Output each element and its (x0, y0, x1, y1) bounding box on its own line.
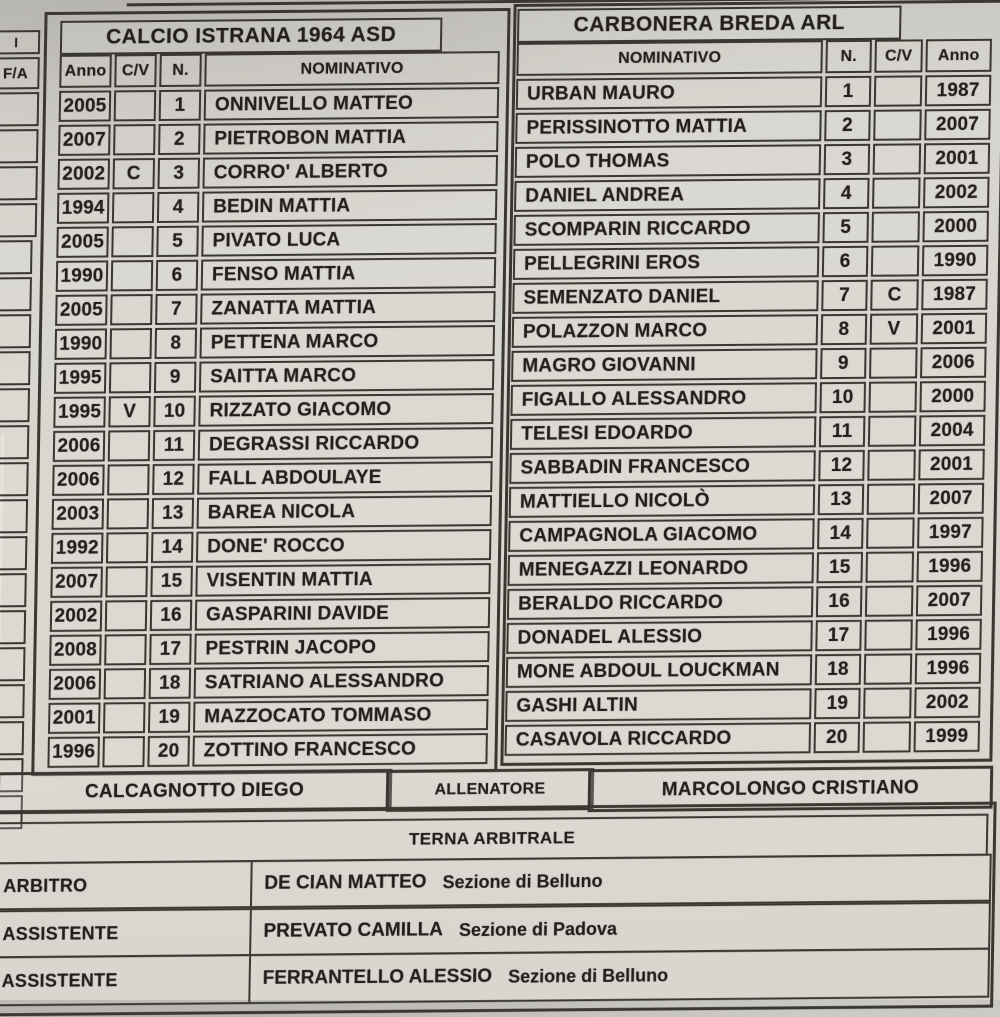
player-cv-cell (107, 464, 150, 495)
player-cv-cell (869, 347, 918, 378)
cutoff-empty-cell (0, 684, 25, 718)
player-cv-cell (868, 415, 917, 446)
player-name-cell: GASPARINI DAVIDE (195, 597, 491, 631)
player-n-cell: 13 (152, 498, 195, 529)
cutoff-empty-cell (0, 610, 26, 644)
player-anno-cell: 2002 (57, 158, 110, 189)
player-anno-cell: 2007 (916, 585, 983, 617)
player-cv-cell (113, 124, 156, 155)
player-n-cell: 7 (821, 280, 868, 311)
referee-sezione: Sezione di Belluno (507, 964, 669, 987)
player-n-cell: 18 (815, 654, 862, 685)
player-cv-cell: C (870, 279, 919, 310)
player-n-cell: 2 (158, 124, 201, 155)
player-name-cell: DANIEL ANDREA (514, 178, 821, 212)
player-name-cell: BEDIN MATTIA (202, 189, 498, 223)
player-anno-cell: 2005 (56, 226, 109, 257)
player-name-cell: POLAZZON MARCO (512, 314, 819, 348)
player-cv-cell (106, 532, 149, 563)
player-n-cell: 13 (818, 484, 865, 515)
left-cutoff-column-lower (0, 240, 33, 829)
player-anno-cell: 2006 (920, 347, 987, 379)
player-n-cell: 17 (815, 620, 862, 651)
player-n-cell: 17 (149, 634, 192, 665)
player-n-cell: 14 (817, 518, 864, 549)
player-anno-cell: 2007 (50, 566, 103, 597)
player-name-cell: PESTRIN JACOPO (194, 631, 490, 665)
player-n-cell: 11 (819, 416, 866, 447)
player-cv-cell (107, 498, 150, 529)
player-n-cell: 14 (151, 532, 194, 563)
player-n-cell: 15 (816, 552, 863, 583)
player-cv-cell: C (112, 158, 155, 189)
player-anno-cell: 1996 (47, 736, 100, 767)
player-cv-cell (110, 294, 153, 325)
player-anno-cell: 2002 (923, 177, 990, 209)
player-n-cell: 12 (152, 464, 195, 495)
player-cv-cell (863, 687, 912, 718)
player-name-cell: RIZZATO GIACOMO (198, 393, 494, 427)
player-n-cell: 20 (147, 736, 190, 767)
cutoff-text-fragment: l (0, 30, 40, 54)
player-name-cell: PERISSINOTTO MATTIA (515, 110, 822, 144)
player-anno-cell: 1990 (922, 245, 989, 277)
player-anno-cell: 2000 (922, 211, 989, 243)
player-cv-cell: V (108, 396, 151, 427)
column-header-cv: C/V (874, 39, 923, 72)
player-name-cell: SAITTA MARCO (199, 359, 495, 393)
referee-role-label: ASSISTENTE (2, 922, 119, 944)
referee-name-cell (249, 904, 989, 954)
cutoff-empty-cell (0, 499, 28, 533)
player-cv-cell (864, 619, 913, 650)
player-anno-cell: 2005 (59, 90, 112, 121)
player-anno-cell: 2004 (919, 415, 986, 447)
cutoff-empty-cell (0, 462, 29, 496)
player-name-cell: FENSO MATTIA (201, 257, 497, 291)
player-name-cell: FIGALLO ALESSANDRO (510, 382, 817, 416)
column-header-anno: Anno (59, 54, 112, 87)
player-anno-cell: 2006 (52, 464, 105, 495)
player-anno-cell: 1992 (51, 532, 104, 563)
player-n-cell: 6 (822, 246, 869, 277)
player-cv-cell (868, 381, 917, 412)
player-cv-cell (104, 634, 147, 665)
player-n-cell: 6 (156, 260, 199, 291)
player-anno-cell: 1999 (914, 721, 981, 753)
cutoff-empty-cell (0, 129, 39, 163)
player-n-cell: 19 (148, 702, 191, 733)
player-anno-cell: 1996 (916, 551, 983, 583)
player-n-cell: 1 (825, 76, 872, 107)
team-a-roster-table (47, 51, 499, 768)
player-n-cell: 19 (814, 688, 861, 719)
referee-role-label: ASSISTENTE (1, 969, 118, 991)
player-cv-cell (871, 211, 920, 242)
column-header-number: N. (825, 40, 872, 73)
cutoff-empty-cell (0, 92, 39, 126)
cutoff-empty-cell (0, 388, 30, 422)
column-header-number: N. (159, 54, 202, 87)
player-cv-cell (111, 260, 154, 291)
referee-name-cell (248, 950, 988, 1002)
player-cv-cell (873, 109, 922, 140)
player-cv-cell: V (870, 313, 919, 344)
player-anno-cell: 1990 (55, 328, 108, 359)
player-n-cell: 3 (157, 158, 200, 189)
player-name-cell: MENEGAZZI LEONARDO (507, 552, 814, 586)
player-anno-cell: 2002 (914, 687, 981, 719)
player-name-cell: DEGRASSI RICCARDO (198, 427, 494, 461)
cutoff-empty-cell (0, 166, 38, 200)
cutoff-empty-cell (0, 425, 29, 459)
player-name-cell: SEMENZATO DANIEL (512, 280, 819, 314)
player-cv-cell (874, 75, 923, 106)
player-name-cell: URBAN MAURO (516, 76, 823, 110)
player-n-cell: 10 (153, 396, 196, 427)
player-n-cell: 16 (150, 600, 193, 631)
player-cv-cell (109, 362, 152, 393)
referee-name: FERRANTELLO ALESSIO (262, 965, 493, 989)
player-cv-cell (108, 430, 151, 461)
player-name-cell: GASHI ALTIN (505, 688, 812, 722)
referee-row-assistente-2 (0, 948, 990, 1007)
referee-sezione: Sezione di Belluno (442, 870, 603, 892)
player-name-cell: TELESI EDOARDO (510, 416, 817, 450)
player-name-cell: PETTENA MARCO (200, 325, 496, 359)
player-anno-cell: 1994 (57, 192, 110, 223)
referee-name-cell (250, 856, 990, 906)
cutoff-empty-cell (0, 647, 26, 681)
player-cv-cell (102, 736, 145, 767)
player-cv-cell (867, 449, 916, 480)
player-anno-cell: 2003 (52, 498, 105, 529)
player-n-cell: 15 (150, 566, 193, 597)
player-cv-cell (866, 517, 915, 548)
cutoff-empty-cell (0, 351, 31, 385)
cutoff-empty-cell (0, 277, 32, 311)
player-name-cell: CASAVOLA RICCARDO (505, 722, 812, 756)
player-name-cell: DONADEL ALESSIO (506, 620, 813, 654)
cutoff-empty-cell (0, 240, 33, 274)
player-anno-cell: 2007 (924, 109, 991, 141)
referee-row-arbitro (0, 854, 992, 911)
player-n-cell: 18 (149, 668, 192, 699)
player-cv-cell (111, 226, 154, 257)
player-cv-cell (114, 90, 157, 121)
player-anno-cell: 2006 (53, 430, 106, 461)
player-n-cell: 5 (156, 226, 199, 257)
player-name-cell: PIVATO LUCA (201, 223, 497, 257)
player-n-cell: 11 (153, 430, 196, 461)
player-n-cell: 4 (157, 192, 200, 223)
player-name-cell: MATTIELLO NICOLÒ (509, 484, 816, 518)
player-name-cell: CAMPAGNOLA GIACOMO (508, 518, 815, 552)
player-name-cell: BERALDO RICCARDO (507, 586, 814, 620)
referee-name: DE CIAN MATTEO (264, 871, 427, 894)
player-cv-cell (863, 721, 912, 752)
player-anno-cell: 2007 (918, 483, 985, 515)
team-b-roster-table (505, 39, 992, 756)
player-cv-cell (867, 483, 916, 514)
player-n-cell: 7 (155, 294, 198, 325)
player-name-cell: POLO THOMAS (515, 144, 822, 178)
player-anno-cell: 2002 (50, 600, 103, 631)
referee-name: PREVATO CAMILLA (263, 919, 444, 942)
player-cv-cell (871, 245, 920, 276)
player-anno-cell: 1995 (53, 396, 106, 427)
player-cv-cell (112, 192, 155, 223)
player-anno-cell: 2007 (58, 124, 111, 155)
player-cv-cell (872, 177, 921, 208)
column-header-nominativo: NOMINATIVO (204, 51, 500, 87)
player-n-cell: 3 (824, 144, 871, 175)
player-name-cell: MAGRO GIOVANNI (511, 348, 818, 382)
referee-sezione: Sezione di Padova (458, 918, 618, 940)
player-n-cell: 10 (819, 382, 866, 413)
cutoff-empty-cell (0, 536, 27, 570)
left-cutoff-column-upper (0, 30, 40, 237)
cutoff-empty-cell (0, 314, 31, 348)
player-name-cell: PELLEGRINI EROS (513, 246, 820, 280)
referee-section-title: TERNA ARBITRALE (0, 814, 988, 865)
player-n-cell: 4 (823, 178, 870, 209)
player-name-cell: ZANATTA MATTIA (200, 291, 496, 325)
referee-role-label: ARBITRO (3, 875, 88, 896)
player-n-cell: 8 (155, 328, 198, 359)
team-b-coach-name: MARCOLONGO CRISTIANO (588, 766, 994, 813)
player-n-cell: 20 (814, 722, 861, 753)
player-n-cell: 12 (818, 450, 865, 481)
player-anno-cell: 1987 (921, 279, 988, 311)
player-cv-cell (865, 551, 914, 582)
cutoff-empty-cell (0, 721, 24, 755)
player-anno-cell: 1995 (54, 362, 107, 393)
player-cv-cell (864, 653, 913, 684)
cutoff-empty-cell (0, 203, 37, 237)
player-anno-cell: 2000 (919, 381, 986, 413)
player-anno-cell: 2008 (49, 634, 102, 665)
player-cv-cell (105, 566, 148, 597)
player-anno-cell: 2005 (55, 294, 108, 325)
player-n-cell: 1 (159, 90, 202, 121)
player-anno-cell: 2001 (924, 143, 991, 175)
column-header-cv: C/V (114, 54, 157, 87)
player-cv-cell (110, 328, 153, 359)
player-name-cell: VISENTIN MATTIA (195, 563, 491, 597)
player-n-cell: 9 (820, 348, 867, 379)
player-anno-cell: 2001 (921, 313, 988, 345)
player-n-cell: 5 (822, 212, 869, 243)
player-name-cell: MONE ABDOUL LOUCKMAN (506, 654, 813, 688)
player-anno-cell: 1987 (925, 75, 992, 107)
column-header-anno: Anno (925, 39, 992, 73)
player-anno-cell: 2006 (49, 668, 102, 699)
player-anno-cell: 2001 (48, 702, 101, 733)
player-name-cell: ONNIVELLO MATTEO (204, 87, 500, 121)
column-header-nominativo: NOMINATIVO (516, 40, 823, 76)
player-name-cell: PIETROBON MATTIA (203, 121, 499, 155)
player-name-cell: BAREA NICOLA (197, 495, 493, 529)
player-anno-cell: 1997 (917, 517, 984, 549)
player-name-cell: FALL ABDOULAYE (197, 461, 493, 495)
team-b-title: CARBONERA BREDA ARL (517, 6, 902, 43)
player-cv-cell (865, 585, 914, 616)
player-anno-cell: 1990 (56, 260, 109, 291)
player-name-cell: DONE' ROCCO (196, 529, 492, 563)
player-cv-cell (873, 143, 922, 174)
player-cv-cell (103, 702, 146, 733)
player-anno-cell: 2001 (918, 449, 985, 481)
player-n-cell: 2 (824, 110, 871, 141)
player-n-cell: 16 (816, 586, 863, 617)
player-name-cell: MAZZOCATO TOMMASO (193, 699, 489, 733)
allenatore-label: ALLENATORE (386, 768, 595, 812)
player-n-cell: 8 (821, 314, 868, 345)
player-anno-cell: 1996 (915, 619, 982, 651)
player-cv-cell (104, 668, 147, 699)
player-cv-cell (105, 600, 148, 631)
player-name-cell: SABBADIN FRANCESCO (509, 450, 816, 484)
player-anno-cell: 1996 (915, 653, 982, 685)
player-name-cell: SCOMPARIN RICCARDO (513, 212, 820, 246)
cutoff-column-header: F/A (0, 57, 40, 89)
player-name-cell: CORRO' ALBERTO (202, 155, 498, 189)
cutoff-empty-cell (0, 573, 27, 607)
player-name-cell: ZOTTINO FRANCESCO (192, 733, 488, 767)
player-n-cell: 9 (154, 362, 197, 393)
team-a-coach-name: CALCAGNOTTO DIEGO (0, 769, 392, 814)
team-a-title: CALCIO ISTRANA 1964 ASD (60, 18, 443, 55)
player-name-cell: SATRIANO ALESSANDRO (194, 665, 490, 699)
